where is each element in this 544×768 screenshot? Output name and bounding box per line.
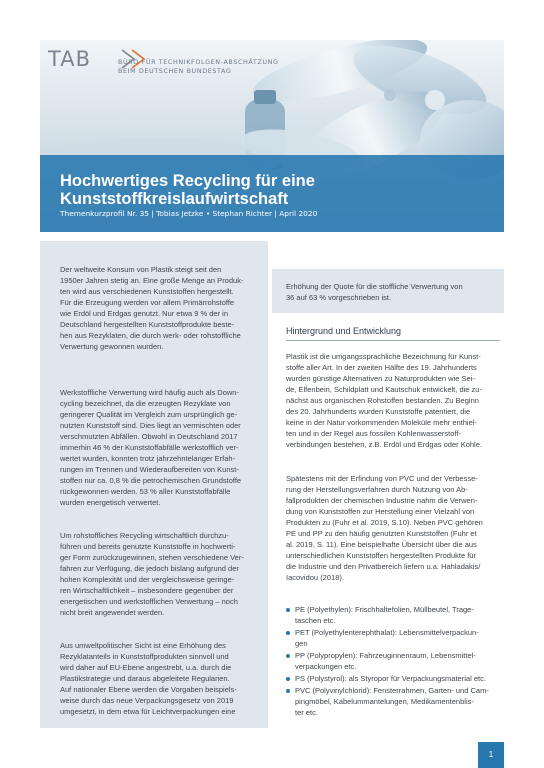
text-line: 36 auf 63 % vorgeschrieben ist. xyxy=(286,293,392,302)
text-line: taschen etc. xyxy=(295,616,336,625)
text-line: Deutschland hergestellten Kunststoffprodukte beste- xyxy=(60,320,235,329)
text-line: fallprodukten der chemischen Industrie nahm die Verwen- xyxy=(286,496,478,505)
text-line: immerhin 46 % der Kunststoffabfälle werkstofflich ver- xyxy=(60,443,239,452)
bullet-icon xyxy=(286,631,290,635)
summary-paragraph xyxy=(60,387,256,508)
text-line: nicht breit angewendet werden. xyxy=(60,608,165,617)
section-divider xyxy=(286,340,500,341)
text-line: de, Elfenbein, Schildplatt und Kautschuk entwickelt, die zu- xyxy=(286,385,482,394)
list-item xyxy=(286,604,500,626)
text-line: Produkten zu (Fuhr et al. 2019, S.10). Neben PVC gehören xyxy=(286,518,483,527)
text-line: hen aus Rezyklaten, die durch werk- oder rohstoffliche xyxy=(60,331,241,340)
text-line: ren Wirtschaftlichkeit – insbesondere gegenüber der xyxy=(60,586,234,595)
text-line: rungen im Trennen und Wiederaufbereiten von Kunst- xyxy=(60,465,239,474)
document-title: Hochwertiges Recycling für eine Kunststoffkreislaufwirtschaft xyxy=(60,172,315,208)
text-line: führen und bereits genutzte Kunststoffe in hochwerti- xyxy=(60,542,236,551)
text-line: dung von Kunststoffen zur Herstellung einer Vielzahl von xyxy=(286,507,475,516)
text-line: wurden günstige Alternativen zu Naturprodukten wie Sei- xyxy=(286,374,475,383)
text-line: 1950er Jahren stetig an. Eine große Menge an Produk- xyxy=(60,276,244,285)
text-line: Der weltweite Konsum von Plastik steigt seit den xyxy=(60,265,222,274)
text-line: PET (Polyethylenterephthalat): Lebensmittelverpackun- xyxy=(295,628,479,637)
text-line: PE (Polyethylen): Frischhaltefolien, Müllbeutel, Trage- xyxy=(295,605,474,614)
text-line: al. 2019, S. 11). Eine beispielhafte Übersicht über die aus xyxy=(286,540,477,549)
text-line: die Industrie und den Privatbereich liefern u.a. Hahladakis/ xyxy=(286,562,481,571)
text-line: verbindungen bestehen, z.B. Erdöl und Erdgas oder Kohle. xyxy=(286,440,482,449)
text-line: gen xyxy=(295,639,308,648)
text-line: Für die Erzeugung werden vor allem Primärrohstoffe xyxy=(60,298,235,307)
bullet-icon xyxy=(286,654,290,658)
text-line: cycling bezeichnet, da die erzeugten Rezyklate von xyxy=(60,399,231,408)
text-line: Aus umweltpolitischer Sicht ist eine Erhöhung des xyxy=(60,641,226,650)
bullet-icon xyxy=(286,608,290,612)
text-line: unterschiedlichen Kunststoffen hergestellten Produkte für xyxy=(286,551,476,560)
document-subtitle: Themenkurzprofil Nr. 35 | Tobias Jetzke • Stephan Richter | April 2020 xyxy=(60,209,318,218)
section-heading: Hintergrund und Entwicklung xyxy=(286,326,402,336)
list-item xyxy=(286,673,500,684)
page-number: 1 xyxy=(478,742,504,768)
text-line: Spätestens mit der Erfindung von PVC und der Verbesse- xyxy=(286,474,478,483)
text-line: pingmöbel, Kabelummantelungen, Medikamentenblis- xyxy=(295,697,474,706)
text-line: Auf nationaler Ebene werden die Vorgaben beispiels- xyxy=(60,685,237,694)
text-line: wurden energetisch verwertet. xyxy=(60,498,161,507)
text-line: des 20. Jahrhunderts wurden Kunststoffe patentiert, die xyxy=(286,407,471,416)
text-line: PE und PP zu den häufig genutzten Kunststoffen (Fuhr et xyxy=(286,529,477,538)
continuation-text xyxy=(286,281,500,303)
summary-paragraph xyxy=(60,264,256,352)
text-line: ger Form zurückzugewinnen, stehen verschiedene Ver- xyxy=(60,553,244,562)
text-line: wird daher auf EU-Ebene angestrebt, u.a. durch die xyxy=(60,663,232,672)
list-item xyxy=(286,627,500,649)
text-line: PVC (Polyvinylchlorid): Fensterrahmen, Garten- und Cam- xyxy=(295,686,489,695)
text-line: wie Erdöl und Erdgas genutzt. Nur etwa 9 % der in xyxy=(60,309,229,318)
text-line: verpackungen etc. xyxy=(295,662,357,671)
text-line: ten wird aus verschiedenen Kunststoffen hergestellt. xyxy=(60,287,234,296)
text-line: PS (Polystyrol): als Styropor für Verpackungsmaterial etc. xyxy=(295,674,486,683)
text-line: stoffe aller Art. In der zweiten Hälfte des 19. Jahrhunderts xyxy=(286,363,477,372)
text-line: energetischen und werkstofflichen Verwertung – noch xyxy=(60,597,238,606)
text-line: nächst aus organischen Rohstoffen bestanden. Zu Beginn xyxy=(286,396,479,405)
text-line: Plastikstrategie und daraus abgeleitete Regularien. xyxy=(60,674,230,683)
bullet-icon xyxy=(286,689,290,693)
text-line: Erhöhung der Quote für die stoffliche Verwertung von xyxy=(286,282,463,291)
text-line: hohen Komplexität und der vergleichsweise geringe- xyxy=(60,575,235,584)
text-line: geringerer Qualität im Vergleich zum ursprünglich ge- xyxy=(60,410,238,419)
text-line: Verwertung gewonnen wurden. xyxy=(60,342,164,351)
text-line: ter etc. xyxy=(295,708,318,717)
text-line: rückgewonnen werden. 53 % aller Kunststoffabfälle xyxy=(60,487,231,496)
text-line: Werkstoffliche Verwertung wird häufig auch als Down- xyxy=(60,388,239,397)
text-line: rung der Herstellungsverfahren durch Nutzung von Ab- xyxy=(286,485,468,494)
text-line: PP (Polypropylen): Fahrzeuginnenraum, Lebensmittel- xyxy=(295,651,476,660)
text-line: wertet wurden, konnten trotz jahrzehntelanger Erfah- xyxy=(60,454,236,463)
summary-paragraph xyxy=(60,530,256,618)
plastics-list xyxy=(286,604,500,719)
text-line: Um rohstoffliches Recycling wirtschaftlich durchzu- xyxy=(60,531,229,540)
text-line: Iacovidou (2018). xyxy=(286,573,344,582)
tab-logo: TAB xyxy=(48,47,91,71)
text-line: stoffen nur ca. 0,8 % die petrochemischen Grundstoffe xyxy=(60,476,242,485)
text-line: weise durch das neue Verpackungsgesetz von 2019 xyxy=(60,696,234,705)
text-line: fahren zur Verfügung, die jedoch bislang aufgrund der xyxy=(60,564,239,573)
body-paragraph xyxy=(286,473,500,583)
summary-paragraph xyxy=(60,640,256,717)
text-line: Rezyklatanteils in Kunststoffprodukten sinnvoll und xyxy=(60,652,229,661)
text-line: nutzten Kunststoff sind. Dies liegt an vermischten oder xyxy=(60,421,241,430)
institution-name: BÜRO FÜR TECHNIKFOLGEN-ABSCHÄTZUNG BEIM DEUTSCHEN BUNDESTAG xyxy=(118,58,279,75)
text-line: ten und in der Regel aus fossilen Kohlenwasserstoff- xyxy=(286,429,461,438)
text-line: verschmutzten Abfällen. Obwohl in Deutschland 2017 xyxy=(60,432,238,441)
text-line: keine in der Natur vorkommenden Moleküle mehr enthiel- xyxy=(286,418,477,427)
text-line: umgesetzt, in dem etwa für Leichtverpackungen eine xyxy=(60,707,236,716)
list-item xyxy=(286,650,500,672)
body-paragraph xyxy=(286,351,500,450)
list-item xyxy=(286,685,500,718)
text-line: Plastik ist die umgangssprachliche Bezeichnung für Kunst- xyxy=(286,352,481,361)
bullet-icon xyxy=(286,677,290,681)
